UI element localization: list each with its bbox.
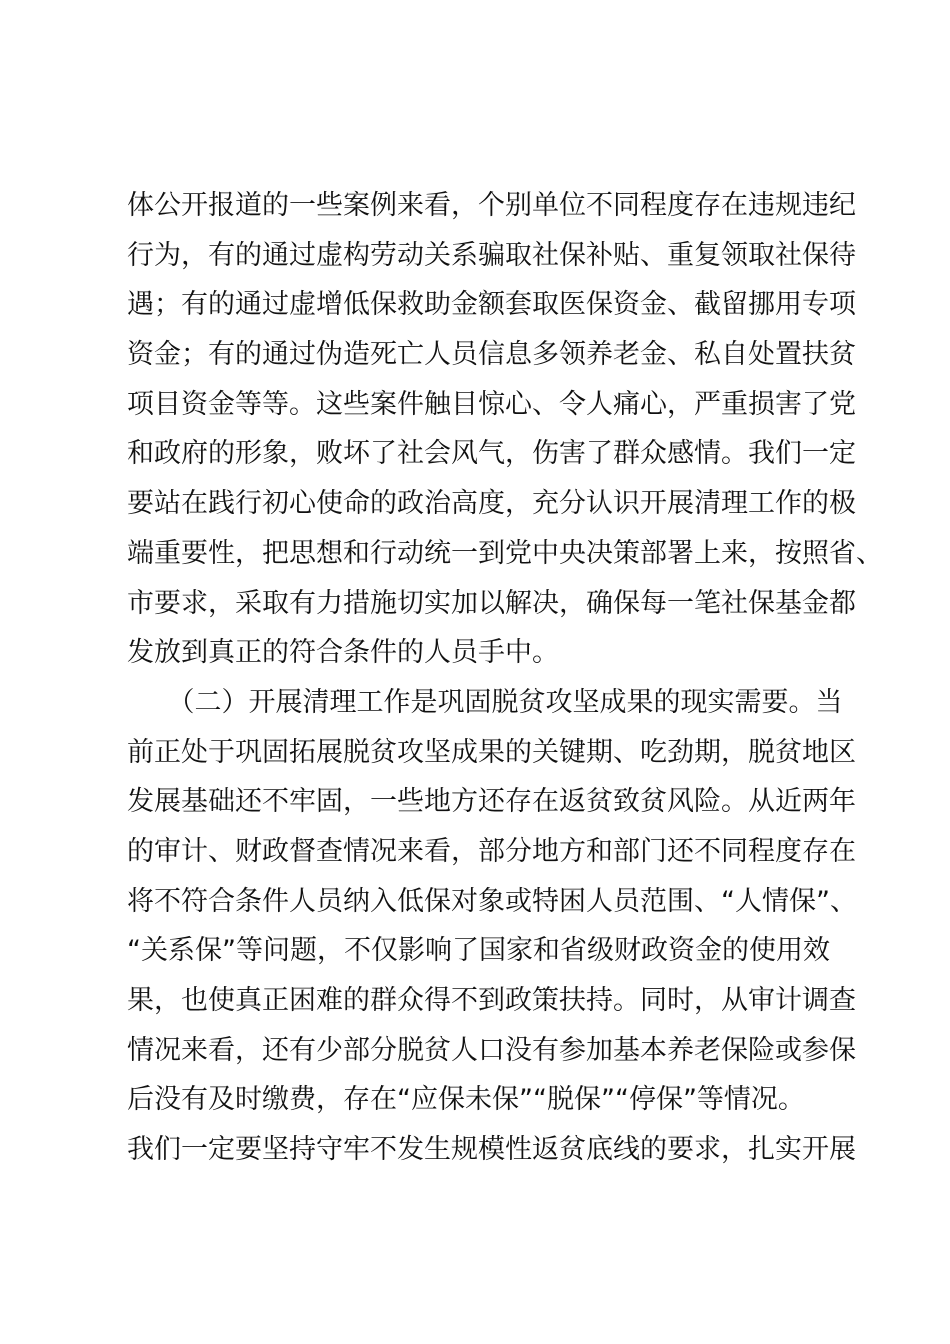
section-heading-line: （二）开展清理工作是巩固脱贫攻坚成果的现实需要。当 xyxy=(127,686,843,718)
text-line: 情况来看，还有少部分脱贫人口没有参加基本养老保险或参保 xyxy=(127,1034,856,1066)
text-line: 体公开报道的一些案例来看，个别单位不同程度存在违规违纪 xyxy=(127,190,856,221)
text-line: 要站在践行初心使命的政治高度，充分认识开展清理工作的极 xyxy=(127,488,856,520)
text-line: 行为，有的通过虚构劳动关系骗取社保补贴、重复领取社保待 xyxy=(127,239,856,271)
text-line: 的审计、财政督查情况来看，部分地方和部门还不同程度存在 xyxy=(127,835,856,867)
text-line: 项目资金等等。这些案件触目惊心、令人痛心，严重损害了党 xyxy=(127,388,856,420)
text-line: 我们一定要坚持守牢不发生规模性返贫底线的要求，扎实开展 xyxy=(127,1134,856,1166)
text-line: 发展基础还不牢固，一些地方还存在返贫致贫风险。从近两年 xyxy=(127,786,856,818)
text-line: 市要求，采取有力措施切实加以解决，确保每一笔社保基金都 xyxy=(127,587,856,619)
text-line: 和政府的形象，败坏了社会风气，伤害了群众感情。我们一定 xyxy=(127,438,856,470)
text-line: 遇；有的通过虚增低保救助金额套取医保资金、截留挪用专项 xyxy=(127,289,856,321)
text-line: 果，也使真正困难的群众得不到政策扶持。同时，从审计调查 xyxy=(127,985,856,1016)
text-line: 发放到真正的符合条件的人员手中。 xyxy=(127,637,559,669)
text-line: 端重要性，把思想和行动统一到党中央决策部署上来，按照省、 xyxy=(127,537,883,569)
document-body xyxy=(127,181,883,1175)
text-line: 资金；有的通过伪造死亡人员信息多领养老金、私自处置扶贫 xyxy=(127,339,856,371)
text-line: 前正处于巩固拓展脱贫攻坚成果的关键期、吃劲期，脱贫地区 xyxy=(127,736,856,768)
text-line: 后没有及时缴费，存在“应保未保”“脱保”“停保”等情况。 xyxy=(127,1084,805,1116)
text-line: 将不符合条件人员纳入低保对象或特困人员范围、“人情保”、 xyxy=(127,885,857,917)
text-line: “关系保”等问题，不仅影响了国家和省级财政资金的使用效 xyxy=(127,935,830,967)
